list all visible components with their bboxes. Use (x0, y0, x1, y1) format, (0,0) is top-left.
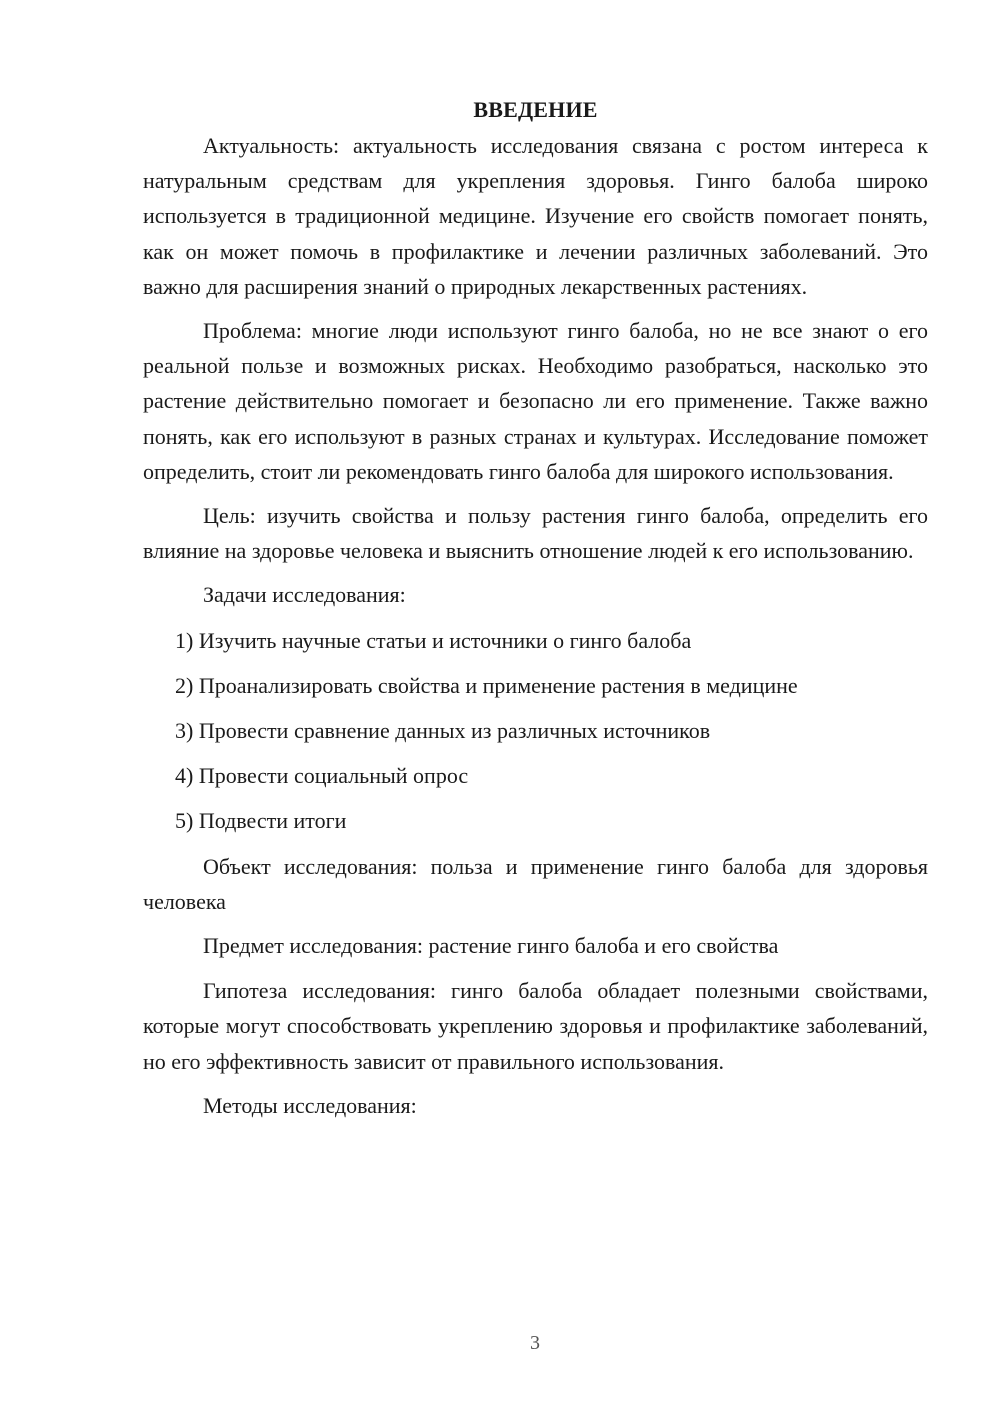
list-item: 4) Провести социальный опрос (175, 763, 469, 789)
tasks-list (143, 623, 928, 839)
subject-paragraph: Предмет исследования: растение гинго балоба и его свойства (203, 933, 779, 959)
list-item: 5) Подвести итоги (175, 808, 347, 834)
problem-paragraph: Проблема: многие люди используют гинго балоба, но не все знают о его реальной пользе и возможных рисках. Необходимо разобраться, насколько это растение действительно помогает и безопасно ли его применение. Также важно понять, как его используют в разных странах и культурах. Исследование поможет определить, стоит ли рекомендовать гинго балоба для широкого использования. (143, 318, 928, 484)
document-page (143, 92, 928, 1133)
hypothesis-paragraph: Гипотеза исследования: гинго балоба обладает полезными свойствами, которые могут способствовать укреплению здоровья и профилактике заболеваний, но его эффективность зависит от правильного использования. (143, 978, 928, 1074)
goal-paragraph: Цель: изучить свойства и пользу растения гинго балоба, определить его влияние на здоровье человека и выяснить отношение людей к его использованию. (143, 503, 928, 564)
list-item: 2) Проанализировать свойства и применение растения в медицине (175, 672, 798, 698)
object-paragraph: Объект исследования: польза и применение гинго балоба для здоровья человека (143, 853, 928, 914)
page-number: 3 (530, 1332, 540, 1354)
relevance-paragraph: Актуальность: актуальность исследования связана с ростом интереса к натуральным средствам для укрепления здоровья. Гинго балоба широко используется в традиционной медицине. Изучение его свойств помогает понять, как он может помочь в профилактике и лечении различных заболеваний. Это важно для расширения знаний о природных лекарственных растениях. (143, 133, 928, 299)
list-item: 3) Провести сравнение данных из различных источников (175, 718, 711, 744)
list-item: 1) Изучить научные статьи и источники о гинго балоба (175, 627, 692, 653)
section-heading: ВВЕДЕНИЕ (473, 97, 598, 122)
methods-label: Методы исследования: (203, 1092, 417, 1118)
tasks-label: Задачи исследования: (203, 582, 406, 608)
